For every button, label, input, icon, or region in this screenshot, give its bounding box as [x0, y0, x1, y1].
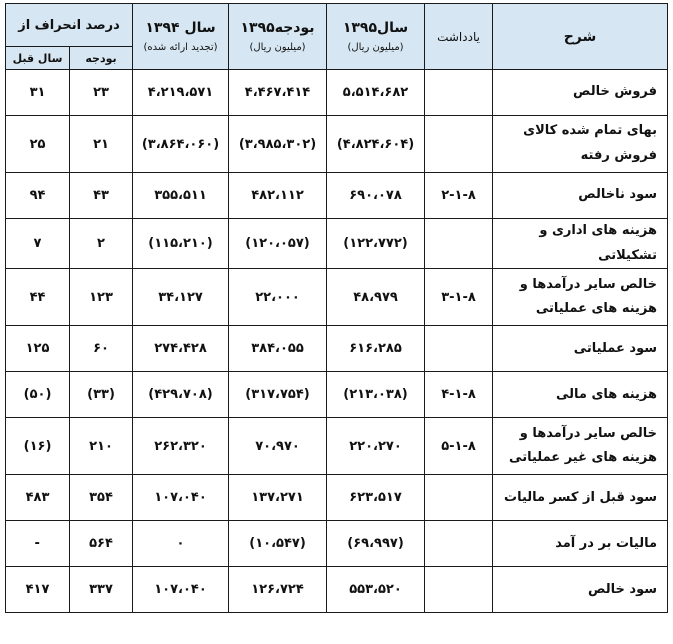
row-note: ۴-۱-۸: [425, 372, 493, 418]
header-deviation-budget: بودجه: [70, 47, 133, 70]
header-year-1395-title: سال۱۳۹۵: [342, 20, 409, 36]
header-year-1394: [133, 4, 229, 70]
row-deviation-prev-year: ۲۵: [6, 116, 70, 173]
row-budget-1395: (۱۰،۵۴۷): [229, 521, 327, 567]
row-deviation-budget: ۳۳۷: [70, 567, 133, 613]
header-deviation-prev-year: سال قبل: [6, 47, 70, 70]
row-year-1395: (۲۱۳،۰۳۸): [327, 372, 425, 418]
row-year-1394: ۲۶۲،۳۲۰: [133, 418, 229, 475]
row-description: هزینه های اداری و تشکیلاتی: [493, 219, 668, 269]
table-row: [6, 219, 668, 269]
row-note: ۲-۱-۸: [425, 173, 493, 219]
row-year-1394: ۱۰۷،۰۴۰: [133, 567, 229, 613]
row-deviation-prev-year: ۴۴: [6, 269, 70, 326]
header-year-1394-unit: (تجدید ارائه شده): [143, 42, 218, 53]
row-budget-1395: ۱۲۶،۷۲۴: [229, 567, 327, 613]
table-row: [6, 567, 668, 613]
row-deviation-prev-year: (۵۰): [6, 372, 70, 418]
row-budget-1395: ۴،۴۶۷،۴۱۴: [229, 70, 327, 116]
header-year-1395-unit: (میلیون ریال): [347, 42, 404, 53]
row-deviation-prev-year: ۹۴: [6, 173, 70, 219]
table-row: [6, 70, 668, 116]
row-deviation-budget: ۳۵۴: [70, 475, 133, 521]
row-note: [425, 475, 493, 521]
row-deviation-budget: ۲۱۰: [70, 418, 133, 475]
row-budget-1395: ۷۰،۹۷۰: [229, 418, 327, 475]
row-year-1394: ۳۵۵،۵۱۱: [133, 173, 229, 219]
row-year-1394: ۱۰۷،۰۴۰: [133, 475, 229, 521]
row-year-1394: (۳،۸۶۴،۰۶۰): [133, 116, 229, 173]
row-year-1394: (۱۱۵،۲۱۰): [133, 219, 229, 269]
row-deviation-budget: (۳۳): [70, 372, 133, 418]
row-description: سود عملیاتی: [493, 326, 668, 372]
row-year-1394: ۲۷۴،۴۲۸: [133, 326, 229, 372]
row-budget-1395: (۳،۹۸۵،۳۰۲): [229, 116, 327, 173]
table-row: [6, 418, 668, 475]
row-year-1395: ۶۲۳،۵۱۷: [327, 475, 425, 521]
table-body: [6, 70, 668, 613]
row-year-1395: (۶۹،۹۹۷): [327, 521, 425, 567]
row-year-1395: ۲۲۰،۲۷۰: [327, 418, 425, 475]
row-deviation-prev-year: ۱۲۵: [6, 326, 70, 372]
row-year-1394: (۴۲۹،۷۰۸): [133, 372, 229, 418]
table-row: [6, 372, 668, 418]
row-budget-1395: ۱۳۷،۲۷۱: [229, 475, 327, 521]
row-deviation-budget: ۴۳: [70, 173, 133, 219]
table-row: [6, 269, 668, 326]
row-year-1395: (۴،۸۲۴،۶۰۴): [327, 116, 425, 173]
row-year-1395: ۴۸،۹۷۹: [327, 269, 425, 326]
row-note: [425, 521, 493, 567]
row-deviation-prev-year: -: [6, 521, 70, 567]
header-deviation: درصد انحراف از: [6, 4, 133, 47]
row-note: [425, 567, 493, 613]
income-statement-table: [5, 3, 668, 613]
row-deviation-budget: ۲۳: [70, 70, 133, 116]
header-budget-1395-title: بودجه۱۳۹۵: [240, 20, 315, 36]
row-description: سود خالص: [493, 567, 668, 613]
header-description: شرح: [493, 4, 668, 70]
row-description: سود قبل از کسر مالیات: [493, 475, 668, 521]
row-deviation-budget: ۶۰: [70, 326, 133, 372]
row-budget-1395: (۳۱۷،۷۵۴): [229, 372, 327, 418]
row-year-1395: ۵۵۳،۵۲۰: [327, 567, 425, 613]
row-note: [425, 219, 493, 269]
row-year-1395: ۶۱۶،۲۸۵: [327, 326, 425, 372]
table-row: [6, 116, 668, 173]
row-deviation-prev-year: ۳۱: [6, 70, 70, 116]
table-row: [6, 521, 668, 567]
row-deviation-prev-year: ۷: [6, 219, 70, 269]
row-year-1394: ۰: [133, 521, 229, 567]
row-budget-1395: ۴۸۲،۱۱۲: [229, 173, 327, 219]
row-description: فروش خالص: [493, 70, 668, 116]
row-note: [425, 116, 493, 173]
row-note: [425, 326, 493, 372]
row-deviation-budget: ۲۱: [70, 116, 133, 173]
row-deviation-prev-year: (۱۶): [6, 418, 70, 475]
row-budget-1395: ۲۲،۰۰۰: [229, 269, 327, 326]
row-deviation-prev-year: ۴۱۷: [6, 567, 70, 613]
row-deviation-prev-year: ۴۸۳: [6, 475, 70, 521]
row-description: سود ناخالص: [493, 173, 668, 219]
row-description: خالص سایر درآمدها و هزینه های غیر عملیاتی: [493, 418, 668, 475]
row-budget-1395: ۳۸۴،۰۵۵: [229, 326, 327, 372]
header-year-1395: [327, 4, 425, 70]
table-row: [6, 326, 668, 372]
row-description: هزینه های مالی: [493, 372, 668, 418]
row-budget-1395: (۱۲۰،۰۵۷): [229, 219, 327, 269]
row-note: [425, 70, 493, 116]
row-year-1395: ۶۹۰،۰۷۸: [327, 173, 425, 219]
row-deviation-budget: ۵۶۴: [70, 521, 133, 567]
row-description: بهای تمام شده کالای فروش رفته: [493, 116, 668, 173]
row-year-1394: ۳۴،۱۲۷: [133, 269, 229, 326]
header-year-1394-title: سال ۱۳۹۴: [145, 20, 216, 36]
header-budget-1395-unit: (میلیون ریال): [249, 42, 306, 53]
row-year-1395: (۱۲۲،۷۷۲): [327, 219, 425, 269]
row-year-1395: ۵،۵۱۴،۶۸۲: [327, 70, 425, 116]
table-row: [6, 475, 668, 521]
table-row: [6, 173, 668, 219]
row-note: ۳-۱-۸: [425, 269, 493, 326]
row-deviation-budget: ۲: [70, 219, 133, 269]
row-note: ۵-۱-۸: [425, 418, 493, 475]
row-year-1394: ۴،۲۱۹،۵۷۱: [133, 70, 229, 116]
row-description: خالص سایر درآمدها و هزینه های عملیاتی: [493, 269, 668, 326]
header-budget-1395: [229, 4, 327, 70]
header-note: یادداشت: [425, 4, 493, 70]
row-description: مالیات بر در آمد: [493, 521, 668, 567]
row-deviation-budget: ۱۲۳: [70, 269, 133, 326]
